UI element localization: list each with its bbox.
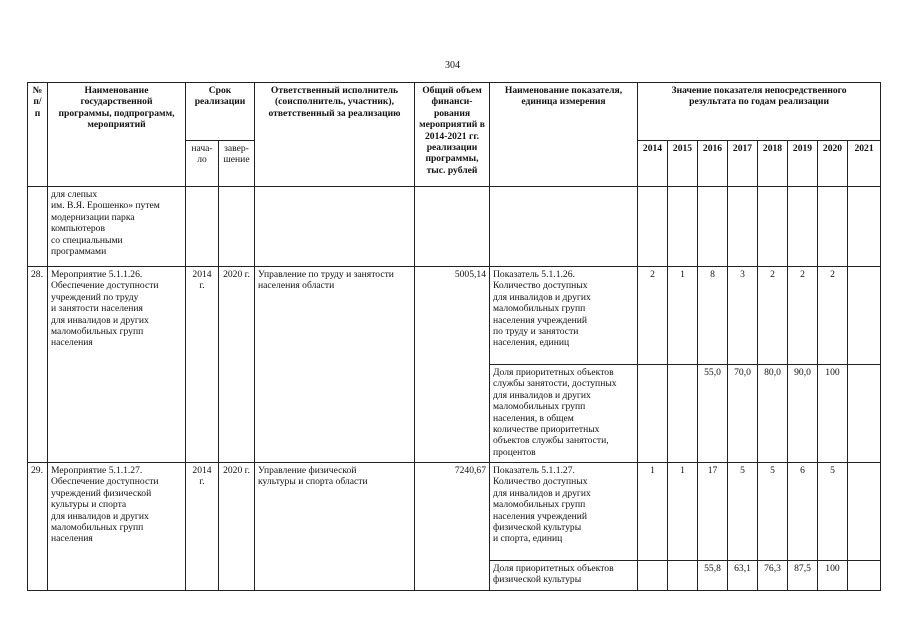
indicator-value: 3 bbox=[728, 267, 758, 365]
row-volume: 5005,14 bbox=[415, 267, 490, 463]
row-num: 29. bbox=[28, 463, 48, 591]
header-name: Наименование государственной программы, подпрограмм, мероприятий bbox=[48, 83, 186, 187]
year-header: 2019 bbox=[788, 141, 818, 187]
cell-empty bbox=[638, 187, 668, 267]
indicator-value: 5 bbox=[728, 463, 758, 561]
header-term: Срок реализации bbox=[186, 83, 255, 141]
row-end: 2020 г. bbox=[219, 463, 255, 591]
indicator-name: Показатель 5.1.1.27. Количество доступных для инвалидов и других маломобильных групп населения учреждений физической культуры и спорта, единиц bbox=[490, 463, 638, 561]
header-indicator: Наименование показателя, единица измерения bbox=[490, 83, 638, 187]
program-table bbox=[27, 82, 881, 591]
indicator-value bbox=[668, 365, 698, 463]
indicator-value: 76,3 bbox=[758, 561, 788, 591]
indicator-value: 8 bbox=[698, 267, 728, 365]
indicator-value: 2 bbox=[788, 267, 818, 365]
year-header: 2017 bbox=[728, 141, 758, 187]
indicator-value bbox=[848, 463, 881, 561]
header-term-end: завер- шение bbox=[219, 141, 255, 187]
cell-empty bbox=[728, 187, 758, 267]
indicator-name: Показатель 5.1.1.26. Количество доступных для инвалидов и других маломобильных групп населения учреждений по труду и занятости населения, единиц bbox=[490, 267, 638, 365]
indicator-value: 55,0 bbox=[698, 365, 728, 463]
indicator-value: 70,0 bbox=[728, 365, 758, 463]
cell-empty bbox=[788, 187, 818, 267]
row-start: 2014 г. bbox=[186, 463, 219, 591]
table-row bbox=[28, 267, 881, 365]
cell-empty bbox=[758, 187, 788, 267]
indicator-value bbox=[638, 561, 668, 591]
indicator-value: 5 bbox=[758, 463, 788, 561]
indicator-value: 100 bbox=[818, 365, 848, 463]
header-row bbox=[28, 83, 881, 141]
continuation-row bbox=[28, 187, 881, 267]
row-executor: Управление физической культуры и спорта области bbox=[255, 463, 415, 591]
cell-empty bbox=[186, 187, 219, 267]
header-volume: Общий объем финанси- рования мероприятий в 2014-2021 гг. реализации программы, тыс. рублей bbox=[415, 83, 490, 187]
indicator-value: 2 bbox=[638, 267, 668, 365]
indicator-value bbox=[848, 561, 881, 591]
year-header: 2018 bbox=[758, 141, 788, 187]
row-num: 28. bbox=[28, 267, 48, 463]
header-num: № п/п bbox=[28, 83, 48, 187]
cell-empty bbox=[490, 187, 638, 267]
row-end: 2020 г. bbox=[219, 267, 255, 463]
indicator-value: 1 bbox=[638, 463, 668, 561]
indicator-value: 55,8 bbox=[698, 561, 728, 591]
cell-empty bbox=[698, 187, 728, 267]
indicator-value bbox=[848, 267, 881, 365]
header-term-start: нача- ло bbox=[186, 141, 219, 187]
indicator-value: 2 bbox=[758, 267, 788, 365]
row-start: 2014 г. bbox=[186, 267, 219, 463]
indicator-value: 6 bbox=[788, 463, 818, 561]
indicator-value bbox=[638, 365, 668, 463]
year-header: 2014 bbox=[638, 141, 668, 187]
continuation-name: для слепых им. В.Я. Ерошенко» путем модернизации парка компьютеров со специальными программами bbox=[48, 187, 186, 267]
row-volume: 7240,67 bbox=[415, 463, 490, 591]
cell-empty bbox=[219, 187, 255, 267]
indicator-value bbox=[668, 561, 698, 591]
year-header: 2020 bbox=[818, 141, 848, 187]
cell-empty bbox=[848, 187, 881, 267]
indicator-value: 2 bbox=[818, 267, 848, 365]
indicator-value: 5 bbox=[818, 463, 848, 561]
indicator-value: 1 bbox=[668, 463, 698, 561]
indicator-value: 17 bbox=[698, 463, 728, 561]
table-row bbox=[28, 463, 881, 561]
cell-empty bbox=[668, 187, 698, 267]
indicator-value: 1 bbox=[668, 267, 698, 365]
row-executor: Управление по труду и занятости населения области bbox=[255, 267, 415, 463]
cell-empty bbox=[415, 187, 490, 267]
year-header: 2021 bbox=[848, 141, 881, 187]
indicator-value: 87,5 bbox=[788, 561, 818, 591]
indicator-name: Доля приоритетных объектов службы занятости, доступных для инвалидов и других маломобильных групп населения, в общем количестве приоритетных объектов службы занятости, процентов bbox=[490, 365, 638, 463]
indicator-value: 100 bbox=[818, 561, 848, 591]
cell-empty bbox=[818, 187, 848, 267]
row-name: Мероприятие 5.1.1.27. Обеспечение доступности учреждений физической культуры и спорта для инвалидов и других маломобильных групп населения bbox=[48, 463, 186, 591]
year-header: 2016 bbox=[698, 141, 728, 187]
year-header: 2015 bbox=[668, 141, 698, 187]
cell-empty bbox=[255, 187, 415, 267]
indicator-value: 63,1 bbox=[728, 561, 758, 591]
indicator-value bbox=[848, 365, 881, 463]
row-name: Мероприятие 5.1.1.26. Обеспечение доступности учреждений по труду и занятости населения для инвалидов и других маломобильных групп населения bbox=[48, 267, 186, 463]
page-number: 304 bbox=[445, 60, 460, 71]
indicator-value: 80,0 bbox=[758, 365, 788, 463]
indicator-name: Доля приоритетных объектов физической культуры bbox=[490, 561, 638, 591]
header-values-group: Значение показателя непосредственного результата по годам реализации bbox=[638, 83, 881, 141]
cell-empty bbox=[28, 187, 48, 267]
indicator-value: 90,0 bbox=[788, 365, 818, 463]
header-executor: Ответственный исполнитель (соисполнитель, участник), ответственный за реализацию bbox=[255, 83, 415, 187]
